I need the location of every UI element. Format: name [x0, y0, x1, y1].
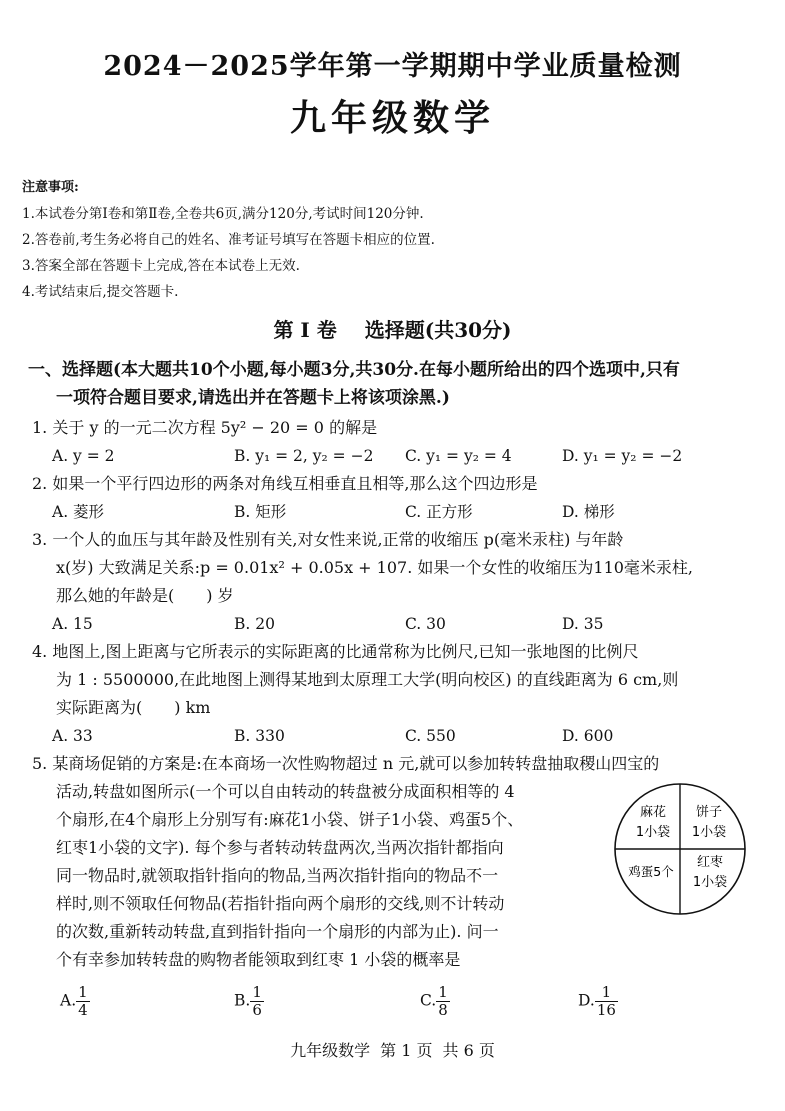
option-c — [420, 984, 450, 1019]
denominator: 6 — [252, 1001, 262, 1019]
option-c: C. y₁ = y₂ = 4 — [405, 447, 512, 465]
section-title — [0, 314, 785, 343]
option-c: C. 30 — [405, 615, 446, 633]
option-c: C. 正方形 — [405, 503, 473, 521]
question-stem: 那么她的年龄是( ) 岁 — [56, 586, 234, 605]
question-stem: 3. 一个人的血压与其年龄及性别有关,对女性来说,正常的收缩压 p(毫米汞柱) 与年龄 — [32, 530, 624, 549]
notice-item: 4.考试结束后,提交答题卡. — [22, 284, 179, 300]
question-4 — [32, 638, 772, 748]
options — [32, 722, 772, 748]
footer-subject: 九年级数学 — [290, 1041, 371, 1060]
fraction — [436, 984, 450, 1019]
denominator: 16 — [596, 1001, 616, 1019]
question-stem: 4. 地图上,图上距离与它所表示的实际距离的比通常称为比例尺,已知一张地图的比例尺 — [32, 642, 639, 661]
numerator: 1 — [78, 983, 88, 1001]
sector-bingzi-label: 1小袋 — [691, 825, 727, 840]
option-label: C. — [420, 991, 437, 1010]
footer-total: 共 6 页 — [442, 1041, 495, 1060]
instructions-line: 一、选择题(本大题共10个小题,每小题3分,共30分.在每小题所给出的四个选项中,只有 — [28, 360, 680, 380]
spinner-wheel — [613, 782, 747, 916]
fraction — [595, 984, 618, 1019]
option-label: A. — [60, 991, 77, 1010]
question-stem: 1. 关于 y 的一元二次方程 5y² − 20 = 0 的解是 — [32, 418, 378, 437]
section-name: 选择题(共30分) — [364, 318, 512, 342]
option-b: B. 20 — [234, 615, 275, 633]
sector-hongzao-label: 1小袋 — [692, 875, 728, 890]
section-instructions — [28, 356, 768, 412]
option-a: A. 33 — [52, 727, 93, 745]
options — [32, 984, 772, 1028]
option-a: A. 15 — [52, 615, 93, 633]
question-stem: 的次数,重新转动转盘,直到指针指向一个扇形的内部为止). 问一 — [56, 922, 499, 941]
page-footer — [0, 1038, 785, 1061]
option-label: D. — [578, 991, 595, 1010]
option-d: D. 600 — [562, 727, 614, 745]
sector-bingzi-label: 饼子 — [695, 805, 723, 820]
section-volume: 第 Ⅰ 卷 — [273, 318, 337, 342]
option-c: C. 550 — [405, 727, 456, 745]
numerator: 1 — [595, 984, 618, 1002]
exam-title: 2024－2025学年第一学期期中学业质量检测 — [103, 51, 682, 82]
options — [32, 498, 772, 524]
question-stem: 红枣1小袋的文字). 每个参与者转动转盘两次,当两次指针都指向 — [56, 838, 504, 857]
question-stem: x(岁) 大致满足关系:p = 0.01x² + 0.05x + 107. 如果一个女性的收缩压为110毫米汞柱, — [56, 558, 694, 577]
option-d: D. 梯形 — [562, 503, 615, 521]
options — [32, 442, 772, 468]
option-a — [60, 984, 90, 1019]
option-b — [234, 984, 264, 1019]
option-d: D. y₁ = y₂ = −2 — [562, 447, 683, 465]
notice-block — [22, 176, 762, 305]
question-stem: 个有幸参加转转盘的购物者能领取到红枣 1 小袋的概率是 — [56, 950, 461, 969]
sector-hongzao-label: 红枣 — [696, 855, 724, 870]
question-stem: 样时,则不领取任何物品(若指针指向两个扇形的交线,则不计转动 — [56, 894, 505, 913]
instructions-line: 一项符合题目要求,请选出并在答题卡上将该项涂黑.) — [56, 388, 450, 408]
option-b: B. y₁ = 2, y₂ = −2 — [234, 447, 374, 465]
numerator: 1 — [438, 983, 448, 1001]
exam-subject: 九年级数学 — [289, 97, 495, 139]
option-a: A. y = 2 — [52, 447, 115, 465]
numerator: 1 — [252, 983, 262, 1001]
sector-mahua-label: 1小袋 — [635, 825, 671, 840]
denominator: 4 — [78, 1001, 88, 1019]
options — [32, 610, 772, 636]
footer-page: 第 1 页 — [380, 1041, 433, 1060]
question-2 — [32, 470, 772, 524]
denominator: 8 — [438, 1001, 448, 1019]
question-stem: 个扇形,在4个扇形上分别写有:麻花1小袋、饼子1小袋、鸡蛋5个、 — [56, 810, 524, 829]
notice-item: 2.答卷前,考生务必将自己的姓名、准考证号填写在答题卡相应的位置. — [22, 232, 435, 248]
option-a: A. 菱形 — [52, 503, 105, 521]
option-b: B. 330 — [234, 727, 285, 745]
option-b: B. 矩形 — [234, 503, 287, 521]
option-label: B. — [234, 991, 251, 1010]
question-stem: 活动,转盘如图所示(一个可以自由转动的转盘被分成面积相等的 4 — [56, 782, 515, 801]
question-stem: 实际距离为( ) km — [56, 698, 211, 717]
question-stem: 2. 如果一个平行四边形的两条对角线互相垂直且相等,那么这个四边形是 — [32, 474, 538, 493]
fraction — [250, 984, 264, 1019]
sector-mahua-label: 麻花 — [639, 805, 667, 820]
fraction — [76, 984, 90, 1019]
option-d — [578, 984, 618, 1019]
option-d: D. 35 — [562, 615, 604, 633]
question-3 — [32, 526, 772, 636]
question-stem: 同一物品时,就领取指针指向的物品,当两次指针指向的物品不一 — [56, 866, 499, 885]
question-1 — [32, 414, 772, 468]
notice-item: 3.答案全部在答题卡上完成,答在本试卷上无效. — [22, 258, 300, 274]
sector-eggs-label: 鸡蛋5个 — [628, 864, 674, 879]
notice-item: 1.本试卷分第Ⅰ卷和第Ⅱ卷,全卷共6页,满分120分,考试时间120分钟. — [22, 206, 424, 222]
question-stem: 为 1 : 5500000,在此地图上测得某地到太原理工大学(明向校区) 的直线距离为 6 cm,则 — [56, 670, 679, 689]
notice-heading: 注意事项: — [22, 180, 79, 195]
question-stem: 5. 某商场促销的方案是:在本商场一次性购物超过 n 元,就可以参加转转盘抽取稷山四宝的 — [32, 754, 660, 773]
